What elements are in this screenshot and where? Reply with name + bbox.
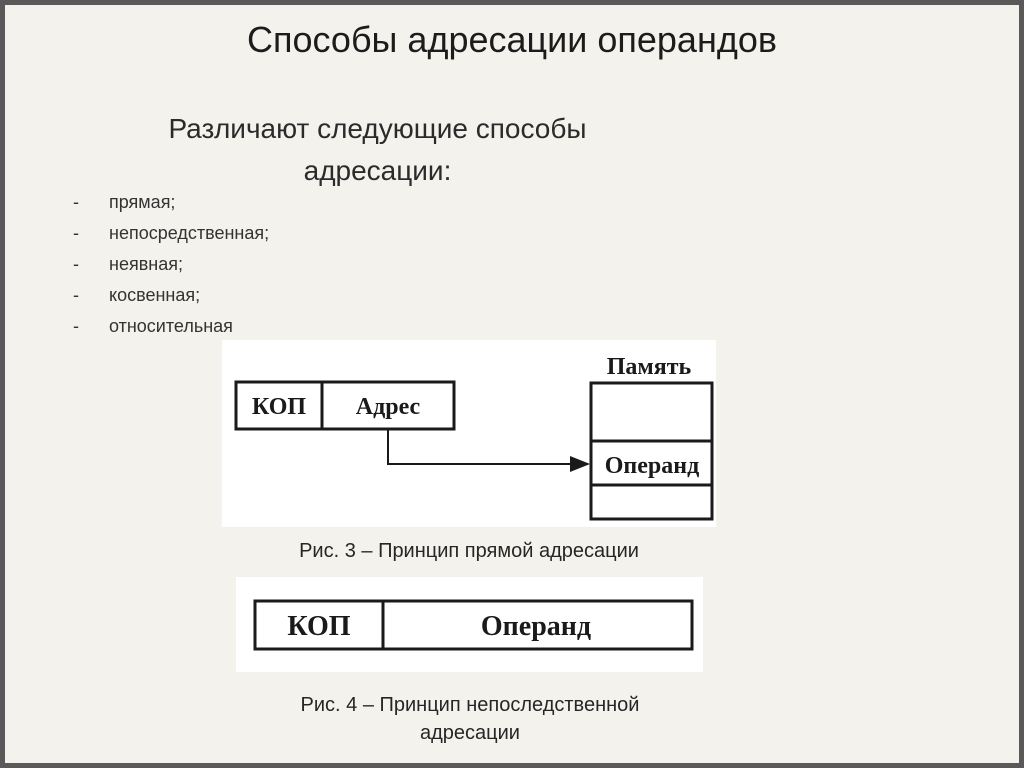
memory-operand-label: Операнд: [604, 453, 700, 479]
list-item: [73, 311, 269, 342]
figure-3-caption: Рис. 3 – Принцип прямой адресации: [299, 540, 639, 562]
list-item: [73, 218, 269, 249]
address-label: Адрес: [355, 394, 421, 420]
addressing-methods-list: [73, 187, 269, 342]
list-dash: -: [73, 223, 79, 243]
figure-4-caption: [205, 691, 735, 747]
opcode-label: КОП: [287, 611, 351, 642]
list-item: [73, 280, 269, 311]
memory-label: Память: [606, 354, 692, 380]
list-item-label: неявная;: [109, 254, 183, 274]
direct-addressing-diagram: [222, 340, 716, 527]
opcode-label: КОП: [251, 394, 307, 420]
figure-direct-addressing: [222, 340, 716, 527]
list-item: [73, 249, 269, 280]
figure-4-caption-line-2: адресации: [420, 722, 520, 744]
intro-line-2: адресации:: [303, 155, 452, 186]
operand-label: Операнд: [480, 611, 592, 642]
slide-title: Способы адресации операндов: [247, 19, 777, 60]
list-item-label: прямая;: [109, 192, 176, 212]
list-dash: -: [73, 285, 79, 305]
list-item: [73, 187, 269, 218]
figure-4-caption-line-1: Рис. 4 – Принцип непоследственной: [300, 694, 640, 716]
list-dash: -: [73, 316, 79, 336]
list-item-label: относительная: [109, 316, 233, 336]
immediate-addressing-diagram: [236, 577, 703, 672]
intro-line-1: Различают следующие способы: [168, 113, 587, 144]
intro-text: [5, 108, 750, 192]
figure-immediate-addressing: [236, 577, 703, 672]
list-item-label: непосредственная;: [109, 223, 270, 243]
address-to-operand-arrow: [388, 429, 588, 464]
list-dash: -: [73, 192, 79, 212]
list-item-label: косвенная;: [109, 285, 201, 305]
memory-block: [591, 383, 712, 519]
list-dash: -: [73, 254, 79, 274]
